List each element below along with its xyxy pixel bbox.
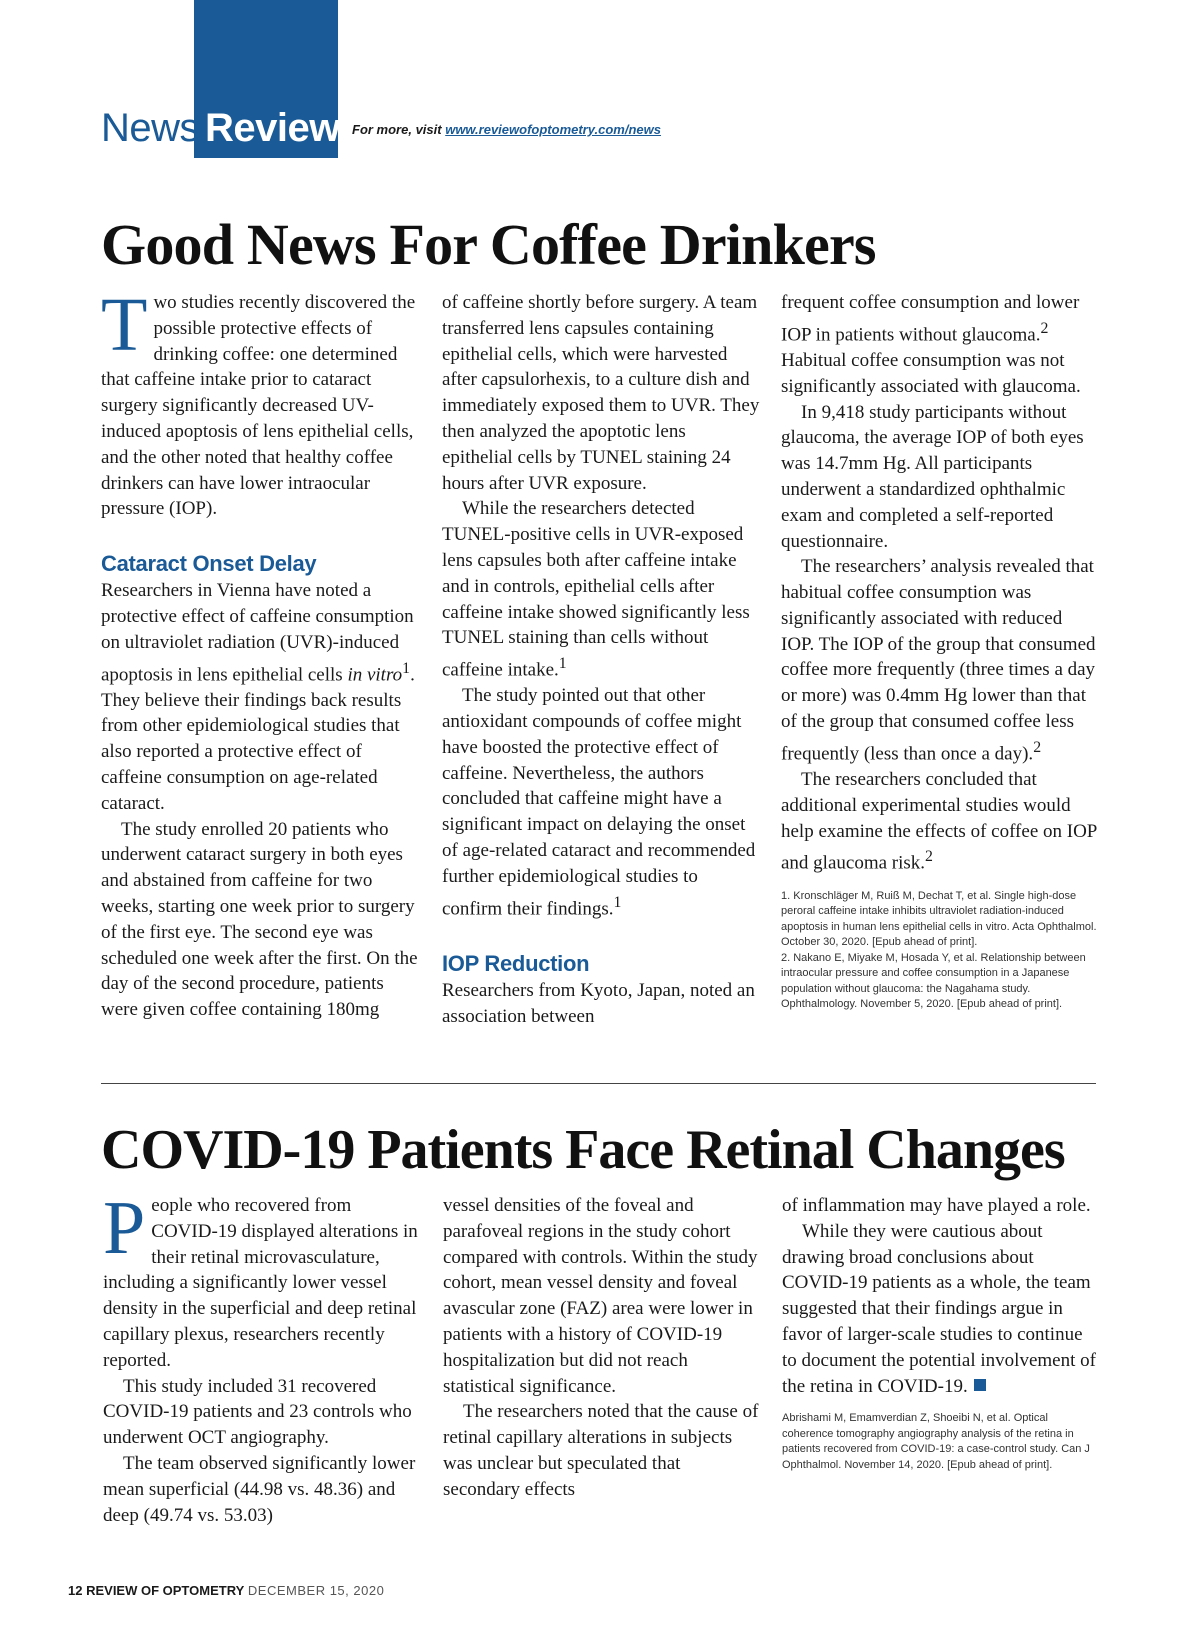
paragraph: of caffeine shortly before surgery. A team transferred lens capsules containing epithelial cells, which were harvested after capsulorhexis, to a culture dish and immediately exposed them to UVR. They then analyzed the apoptotic lens epithelial cells by TUNEL staining 24 hours after UVR exposure. [442,292,760,494]
article-column [781,290,1099,1013]
paragraph-text: Habitual coffee consumption was not significantly associated with glaucoma. [781,349,1081,397]
article-divider [101,1083,1096,1084]
paragraph-text: The researchers’ analysis revealed that habitual coffee consumption was significantly associated with reduced IOP. The IOP of the group that consumed coffee more frequently (three times a day or more) was 0.4mm Hg lower than that of the group that consumed coffee less frequently (less than once a day). [781,556,1096,765]
lead-text: wo studies recently discovered the possible protective effects of drinking coffee: one determined that caffeine intake prior to cataract surgery significantly decreased UV-induced apoptosis of lens epithelial cells, and the other noted that healthy coffee drinkers can have lower intraocular pressure (IOP). [101,292,416,520]
citation: 2 [1033,738,1042,756]
publication-name: REVIEW OF OPTOMETRY [86,1583,245,1598]
citation: 1 [402,659,411,677]
paragraph [782,1219,1100,1400]
end-mark-icon [974,1379,986,1391]
lead-paragraph [101,283,419,522]
paragraph: The researchers noted that the cause of retinal capillary alterations in subjects was unclear but speculated that secondary effects [443,1401,759,1500]
lead-paragraph [103,1186,421,1374]
article-column [443,1193,761,1503]
drop-cap: P [103,1186,146,1270]
paragraph [781,767,1099,877]
reference-item: 2. Nakano E, Miyake M, Hosada Y, et al. Relationship between intraocular pressure and coffee consumption in a Japanese population without glaucoma: the Nagahama study. Ophthalmology. November 5, 2020. [Epub ahead of print]. [781,951,1086,1011]
references [782,1411,1100,1473]
paragraph: This study included 31 recovered COVID-19 patients and 23 controls who underwent OCT angiography. [103,1375,412,1449]
more-prefix: For more, visit [352,122,446,137]
paragraph-text: frequent coffee consumption and lower IOP in patients without glaucoma. [781,292,1080,346]
page-number: 12 [68,1583,83,1598]
paragraph-text: The study pointed out that other antioxidant compounds of coffee might have boosted the protective effect of caffeine. Nevertheless, the authors concluded that caffeine might have a significant impact on delaying the onset of age-related cataract and recommended further epidemiological studies to confirm their findings. [442,685,756,919]
paragraph [781,554,1099,767]
article-column [101,283,419,1023]
citation: 1 [613,893,622,911]
paragraph-text: . They believe their findings back results from other epidemiological studies that also reported a protective effect of caffeine consumption on age-related cataract. [101,663,415,814]
section-heading: IOP Reduction [442,950,590,976]
header-more-info [352,121,661,139]
section-heading: Cataract Onset Delay [101,551,317,577]
citation: 2 [925,848,933,866]
paragraph [101,578,419,817]
paragraph-text: The researchers concluded that additional experimental studies would help examine the effects of coffee on IOP and glaucoma risk. [781,769,1097,874]
paragraph: of inflammation may have played a role. [782,1195,1091,1216]
article-title: Good News For Coffee Drinkers [101,212,876,277]
news-link[interactable]: www.reviewofoptometry.com/news [445,122,661,137]
paragraph-text: Researchers in Vienna have noted a protective effect of caffeine consumption on ultraviolet radiation (UVR)-induced apoptosis in lens epithelial cells [101,580,414,685]
references [781,889,1099,1013]
page-footer [68,1582,384,1600]
section-label-news: News [101,106,200,150]
paragraph [442,496,760,683]
emphasis-text: in vitro [347,663,403,685]
paragraph: The study enrolled 20 patients who underwent cataract surgery in both eyes and abstained from caffeine for two weeks, starting one week prior to surgery of the first eye. The second eye was scheduled one week after the first. On the day of the second procedure, patients were given coffee containing 180mg [101,818,418,1021]
article-column [103,1186,421,1528]
reference-item: 1. Kronschläger M, Ruiß M, Dechat T, et al. Single high-dose peroral caffeine intake inhibits ultraviolet radiation-induced apoptosis in human lens epithelial cells in vitro. Acta Ophthalmol. October 30, 2020. [Epub ahead of print]. [781,889,1097,949]
article-column [782,1193,1100,1473]
paragraph: Researchers from Kyoto, Japan, noted an association between [442,979,755,1027]
section-label-review: Review [205,106,340,150]
paragraph: In 9,418 study participants without glaucoma, the average IOP of both eyes was 14.7mm Hg. All participants underwent a standardized ophthalmic exam and completed a self-reported questionnaire. [781,401,1084,552]
drop-cap: T [101,283,148,367]
article-column [442,290,760,1029]
paragraph [781,290,1099,400]
issue-date: DECEMBER 15, 2020 [247,1583,385,1598]
paragraph-text: While they were cautious about drawing broad conclusions about COVID-19 patients as a whole, the team suggested that their findings argue in favor of larger-scale studies to continue to document the potential involvement of the retina in COVID-19. [782,1220,1096,1397]
paragraph [442,683,760,922]
reference-item: Abrishami M, Emamverdian Z, Shoeibi N, et al. Optical coherence tomography angiography analysis of the retina in patients recovered from COVID-19: a case-control study. Can J Ophthalmol. November 14, 2020. [Epub ahead of print]. [782,1412,1090,1471]
paragraph: The team observed significantly lower mean superficial (44.98 vs. 48.36) and deep (49.74 vs. 53.03) [103,1452,416,1526]
paragraph: vessel densities of the foveal and parafoveal regions in the study cohort compared with controls. Within the study cohort, mean vessel density and foveal avascular zone (FAZ) area were lower in patients with a history of COVID-19 hospitalization but did not reach statistical significance. [443,1195,758,1397]
paragraph-text: While the researchers detected TUNEL-positive cells in UVR-exposed lens capsules both after caffeine intake and in controls, epithelial cells after caffeine intake showed significantly less TUNEL staining than cells without caffeine intake. [442,498,750,681]
lead-text: eople who recovered from COVID-19 displayed alterations in their retinal microvasculature, including a significantly lower vessel density in the superficial and deep retinal capillary plexus, researchers recently reported. [103,1195,418,1371]
citation: 1 [558,655,567,673]
citation: 2 [1040,319,1049,337]
article-title: COVID-19 Patients Face Retinal Changes [101,1119,1065,1181]
